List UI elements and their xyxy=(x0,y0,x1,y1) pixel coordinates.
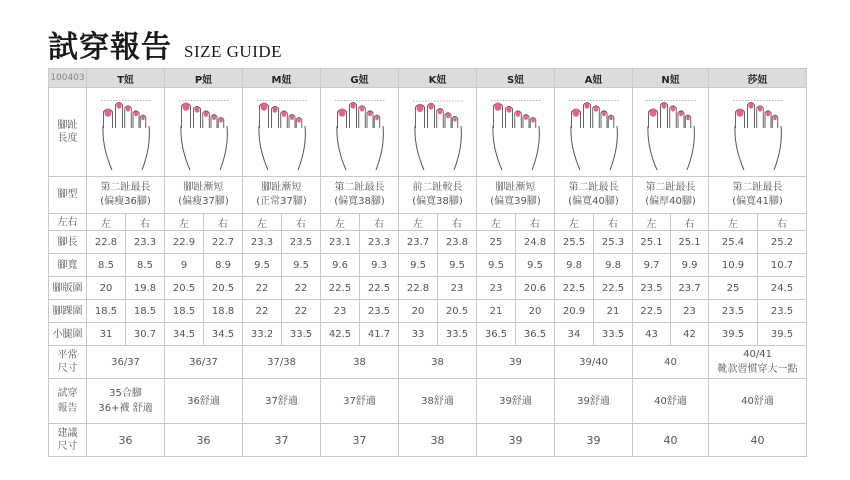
model-header: T妞 xyxy=(87,69,165,88)
length-left-value: 25.1 xyxy=(633,231,671,254)
ankle-left-value: 20.9 xyxy=(555,300,594,323)
board-left-value: 20 xyxy=(87,277,126,300)
length-left-value: 25.4 xyxy=(709,231,758,254)
width-left-value: 10.9 xyxy=(709,254,758,277)
foot-shape-cell: 前二趾較長 (偏寬38腳) xyxy=(399,177,477,214)
side-left: 左 xyxy=(165,214,204,231)
usual-size-row xyxy=(49,346,807,379)
row-label-text: 平常 尺寸 xyxy=(57,350,78,374)
width-right-value: 9.3 xyxy=(360,254,399,277)
row-label-length: 腳長 xyxy=(49,231,87,254)
recommended-size-row xyxy=(49,424,807,457)
report-cell: 35合腳 36+襪 舒適 xyxy=(87,379,165,424)
row-label-calf: 小腿圍 xyxy=(49,323,87,346)
foot-cell xyxy=(633,88,709,177)
side-left: 左 xyxy=(477,214,516,231)
size-guide-table xyxy=(48,68,807,457)
length-left-value: 25 xyxy=(477,231,516,254)
recommended-size-cell: 39 xyxy=(477,424,555,457)
report-row xyxy=(49,379,807,424)
width-left-value: 9.5 xyxy=(477,254,516,277)
row-label-text: 腳趾 長度 xyxy=(57,120,78,144)
side-right: 右 xyxy=(594,214,633,231)
calf-left-value: 34.5 xyxy=(165,323,204,346)
length-left-value: 22.9 xyxy=(165,231,204,254)
foot-cell xyxy=(399,88,477,177)
length-right-value: 25.3 xyxy=(594,231,633,254)
recommended-size-cell: 37 xyxy=(243,424,321,457)
board-left-value: 25 xyxy=(709,277,758,300)
board-left-value: 20.5 xyxy=(165,277,204,300)
foot-cell xyxy=(165,88,243,177)
length-right-value: 22.7 xyxy=(204,231,243,254)
model-header: K妞 xyxy=(399,69,477,88)
usual-size-cell: 37/38 xyxy=(243,346,321,379)
foot-shape-cell: 第二趾最長 (偏寬41腳) xyxy=(709,177,807,214)
length-right-value: 23.5 xyxy=(282,231,321,254)
foot-shape-row xyxy=(49,177,807,214)
ankle-left-value: 21 xyxy=(477,300,516,323)
row-label-rec xyxy=(49,424,87,457)
side-left: 左 xyxy=(321,214,360,231)
usual-size-cell: 36/37 xyxy=(87,346,165,379)
calf-right-value: 33.5 xyxy=(438,323,477,346)
report-cell: 36舒適 xyxy=(165,379,243,424)
report-cell: 37舒適 xyxy=(243,379,321,424)
model-header: G妞 xyxy=(321,69,399,88)
ankle-left-value: 23 xyxy=(321,300,360,323)
width-left-value: 9.5 xyxy=(399,254,438,277)
length-row xyxy=(49,231,807,254)
row-label-board: 腳版圍 xyxy=(49,277,87,300)
recommended-size-cell: 38 xyxy=(399,424,477,457)
recommended-size-cell: 36 xyxy=(87,424,165,457)
row-label-size xyxy=(49,346,87,379)
board-right-value: 23.7 xyxy=(671,277,709,300)
ankle-right-value: 18.8 xyxy=(204,300,243,323)
usual-size-cell: 36/37 xyxy=(165,346,243,379)
recommended-size-cell: 39 xyxy=(555,424,633,457)
report-cell: 40舒適 xyxy=(709,379,807,424)
board-left-value: 23 xyxy=(477,277,516,300)
recommended-size-cell: 40 xyxy=(633,424,709,457)
ankle-left-value: 18.5 xyxy=(87,300,126,323)
foot-shape-cell: 第二趾最長 (偏寬38腳) xyxy=(321,177,399,214)
ankle-right-value: 23.5 xyxy=(758,300,807,323)
side-left: 左 xyxy=(87,214,126,231)
foot-cell xyxy=(709,88,807,177)
foot-illustration xyxy=(566,92,622,172)
length-left-value: 22.8 xyxy=(87,231,126,254)
model-header: M妞 xyxy=(243,69,321,88)
calf-left-value: 36.5 xyxy=(477,323,516,346)
foot-cell xyxy=(243,88,321,177)
ankle-left-value: 20 xyxy=(399,300,438,323)
length-right-value: 25.1 xyxy=(671,231,709,254)
report-cell: 39舒適 xyxy=(555,379,633,424)
length-right-value: 25.2 xyxy=(758,231,807,254)
side-right: 右 xyxy=(126,214,165,231)
side-left: 左 xyxy=(399,214,438,231)
ankle-right-value: 20 xyxy=(516,300,555,323)
foot-shape-cell: 腳趾漸短 (正常37腳) xyxy=(243,177,321,214)
calf-right-value: 33.5 xyxy=(282,323,321,346)
width-right-value: 8.5 xyxy=(126,254,165,277)
model-header: A妞 xyxy=(555,69,633,88)
length-left-value: 25.5 xyxy=(555,231,594,254)
side-right: 右 xyxy=(360,214,399,231)
foot-shape-cell: 第二趾最長 (偏寬40腳) xyxy=(555,177,633,214)
board-left-value: 22.8 xyxy=(399,277,438,300)
side-left: 左 xyxy=(633,214,671,231)
board-left-value: 22.5 xyxy=(555,277,594,300)
usual-size-cell: 39/40 xyxy=(555,346,633,379)
foot-illustration xyxy=(410,92,466,172)
report-cell: 37舒適 xyxy=(321,379,399,424)
width-right-value: 10.7 xyxy=(758,254,807,277)
board-right-value: 20.6 xyxy=(516,277,555,300)
ankle-right-value: 20.5 xyxy=(438,300,477,323)
row-label-width: 腳寬 xyxy=(49,254,87,277)
board-right-value: 22.5 xyxy=(594,277,633,300)
side-right: 右 xyxy=(516,214,555,231)
length-left-value: 23.3 xyxy=(243,231,282,254)
board-left-value: 23.5 xyxy=(633,277,671,300)
row-label-text: 建議 尺寸 xyxy=(57,428,78,452)
calf-left-value: 33 xyxy=(399,323,438,346)
model-header: S妞 xyxy=(477,69,555,88)
foot-illustration xyxy=(254,92,310,172)
usual-size-cell: 40 xyxy=(633,346,709,379)
calf-left-value: 31 xyxy=(87,323,126,346)
title-zh: 試穿報告 xyxy=(48,30,172,65)
calf-right-value: 41.7 xyxy=(360,323,399,346)
length-right-value: 23.8 xyxy=(438,231,477,254)
ankle-right-value: 18.5 xyxy=(126,300,165,323)
model-header: N妞 xyxy=(633,69,709,88)
length-right-value: 23.3 xyxy=(126,231,165,254)
ankle-right-value: 22 xyxy=(282,300,321,323)
foot-cell xyxy=(477,88,555,177)
ankle-right-value: 21 xyxy=(594,300,633,323)
side-left: 左 xyxy=(709,214,758,231)
usual-size-cell: 38 xyxy=(399,346,477,379)
foot-illustration xyxy=(332,92,388,172)
recommended-size-cell: 40 xyxy=(709,424,807,457)
ankle-left-value: 22.5 xyxy=(633,300,671,323)
foot-shape-cell: 第二趾最長 (偏厚40腳) xyxy=(633,177,709,214)
side-left: 左 xyxy=(555,214,594,231)
page-title xyxy=(48,22,283,65)
length-right-value: 23.3 xyxy=(360,231,399,254)
width-left-value: 9.7 xyxy=(633,254,671,277)
width-left-value: 9 xyxy=(165,254,204,277)
foot-illustration xyxy=(176,92,232,172)
foot-illustration xyxy=(488,92,544,172)
board-right-value: 23 xyxy=(438,277,477,300)
row-label-report xyxy=(49,379,87,424)
width-right-value: 9.5 xyxy=(516,254,555,277)
board-right-value: 20.5 xyxy=(204,277,243,300)
ankle-right-value: 23 xyxy=(671,300,709,323)
row-label-toe xyxy=(49,88,87,177)
row-label-text: 試穿 報告 xyxy=(57,388,78,414)
width-right-value: 9.5 xyxy=(438,254,477,277)
calf-right-value: 39.5 xyxy=(758,323,807,346)
report-cell: 40舒適 xyxy=(633,379,709,424)
report-cell: 39舒適 xyxy=(477,379,555,424)
side-right: 右 xyxy=(758,214,807,231)
side-left: 左 xyxy=(243,214,282,231)
width-right-value: 9.9 xyxy=(671,254,709,277)
foot-shape-cell: 腳趾漸短 (偏瘦37腳) xyxy=(165,177,243,214)
width-left-value: 8.5 xyxy=(87,254,126,277)
recommended-size-cell: 36 xyxy=(165,424,243,457)
board-right-value: 22.5 xyxy=(360,277,399,300)
side-right: 右 xyxy=(438,214,477,231)
foot-illustration xyxy=(98,92,154,172)
header-row xyxy=(49,69,807,88)
foot-cell xyxy=(321,88,399,177)
usual-size-cell: 40/41 靴款習慣穿大一點 xyxy=(709,346,807,379)
side-right: 右 xyxy=(282,214,321,231)
ankle-left-value: 22 xyxy=(243,300,282,323)
length-right-value: 24.8 xyxy=(516,231,555,254)
width-left-value: 9.6 xyxy=(321,254,360,277)
row-label-side: 左右 xyxy=(49,214,87,231)
report-cell: 38舒適 xyxy=(399,379,477,424)
width-left-value: 9.5 xyxy=(243,254,282,277)
ankle-row xyxy=(49,300,807,323)
board-right-value: 24.5 xyxy=(758,277,807,300)
board-right-value: 22 xyxy=(282,277,321,300)
board-right-value: 19.8 xyxy=(126,277,165,300)
length-left-value: 23.1 xyxy=(321,231,360,254)
calf-right-value: 33.5 xyxy=(594,323,633,346)
usual-size-cell: 38 xyxy=(321,346,399,379)
model-header: 莎妞 xyxy=(709,69,807,88)
product-code: 100403 xyxy=(49,69,87,88)
side-row xyxy=(49,214,807,231)
row-label-ankle: 腳踝圍 xyxy=(49,300,87,323)
ankle-right-value: 23.5 xyxy=(360,300,399,323)
calf-right-value: 36.5 xyxy=(516,323,555,346)
foot-shape-cell: 第二趾最長 (偏瘦36腳) xyxy=(87,177,165,214)
board-left-value: 22 xyxy=(243,277,282,300)
recommended-size-cell: 37 xyxy=(321,424,399,457)
calf-left-value: 33.2 xyxy=(243,323,282,346)
toe-length-row xyxy=(49,88,807,177)
calf-right-value: 42 xyxy=(671,323,709,346)
calf-left-value: 39.5 xyxy=(709,323,758,346)
board-row xyxy=(49,277,807,300)
foot-shape-cell: 腳趾漸短 (偏寬39腳) xyxy=(477,177,555,214)
title-en: SIZE GUIDE xyxy=(184,42,283,61)
model-header: P妞 xyxy=(165,69,243,88)
foot-illustration xyxy=(730,92,786,172)
foot-illustration xyxy=(643,92,699,172)
row-label-shape: 腳型 xyxy=(49,177,87,214)
calf-left-value: 42.5 xyxy=(321,323,360,346)
width-left-value: 9.8 xyxy=(555,254,594,277)
width-right-value: 9.8 xyxy=(594,254,633,277)
foot-cell xyxy=(555,88,633,177)
calf-left-value: 34 xyxy=(555,323,594,346)
side-right: 右 xyxy=(204,214,243,231)
width-right-value: 8.9 xyxy=(204,254,243,277)
foot-cell xyxy=(87,88,165,177)
width-row xyxy=(49,254,807,277)
usual-size-cell: 39 xyxy=(477,346,555,379)
calf-row xyxy=(49,323,807,346)
length-left-value: 23.7 xyxy=(399,231,438,254)
calf-left-value: 43 xyxy=(633,323,671,346)
side-right: 右 xyxy=(671,214,709,231)
calf-right-value: 34.5 xyxy=(204,323,243,346)
board-left-value: 22.5 xyxy=(321,277,360,300)
width-right-value: 9.5 xyxy=(282,254,321,277)
ankle-left-value: 23.5 xyxy=(709,300,758,323)
ankle-left-value: 18.5 xyxy=(165,300,204,323)
calf-right-value: 30.7 xyxy=(126,323,165,346)
